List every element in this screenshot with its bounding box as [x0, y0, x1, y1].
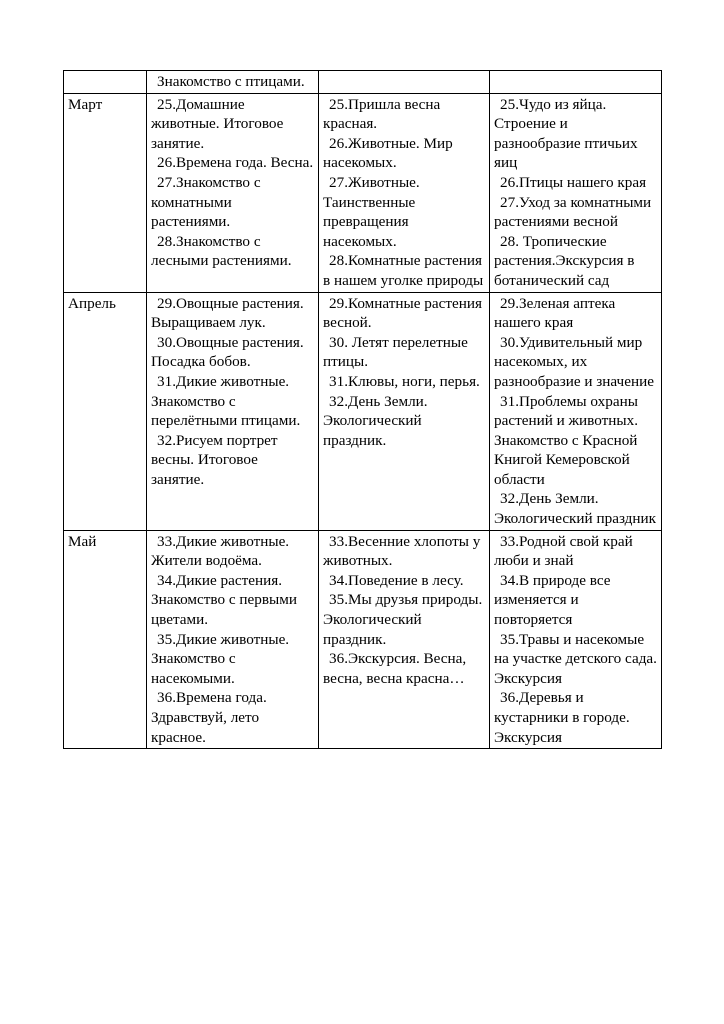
lesson-plan-table [63, 70, 662, 749]
month-cell [64, 71, 147, 94]
lesson-plan-body [64, 71, 662, 749]
table-row [64, 292, 662, 530]
group-1-cell [147, 530, 319, 749]
lesson-item: Знакомство с птицами. [157, 73, 305, 90]
month-label: Апрель [68, 294, 116, 312]
group-2-cell [319, 292, 490, 530]
group-2-cell [319, 530, 490, 749]
month-label: Март [68, 95, 103, 113]
group-2-cell [319, 93, 490, 292]
lesson-item: 36.Времена года. Здравствуй, лето красное. [151, 689, 267, 746]
lesson-item: 33.Весенние хлопоты у животных. [323, 532, 481, 570]
table-row [64, 530, 662, 749]
lesson-item: 25.Домашние животные. Итоговое занятие. [151, 95, 284, 152]
table-row [64, 71, 662, 94]
lesson-item: 32.День Земли. Экологический праздник. [323, 392, 428, 449]
month-label: Май [68, 532, 97, 550]
lesson-item: 31.Проблемы охраны растений и животных. Знакомство с Красной Книгой Кемеровской области [494, 392, 638, 488]
month-cell [64, 292, 147, 530]
lesson-item: 31.Клювы, ноги, перья. [329, 372, 480, 390]
group-3-cell [490, 71, 662, 94]
lesson-item: 35.Мы друзья природы. Экологический праздник. [323, 591, 483, 648]
group-1-cell [147, 93, 319, 292]
lesson-item: 34.Дикие растения. Знакомство с первыми цветами. [151, 571, 297, 629]
table-row [64, 93, 662, 292]
lesson-item: 25.Пришла весна красная. [323, 95, 441, 133]
lesson-item: 26.Животные. Мир насекомых. [323, 134, 453, 172]
lesson-item: 32.Рисуем портрет весны. Итоговое занятие. [151, 431, 278, 488]
group-2-cell [319, 71, 490, 94]
lesson-item: 29.Овощные растения. Выращиваем лук. [151, 294, 304, 332]
lesson-item: 33.Родной свой край люби и знай [494, 532, 633, 570]
lesson-item: 27.Уход за комнатными растениями весной [494, 193, 652, 231]
lesson-item: 34.В природе все изменяется и повторяется [494, 571, 611, 629]
lesson-item: 32.День Земли. Экологический праздник [494, 490, 657, 528]
lesson-item: 36.Экскурсия. Весна, весна, весна красна… [323, 650, 467, 687]
month-cell [64, 530, 147, 749]
group-3-cell [490, 530, 662, 749]
lesson-item: 33.Дикие животные. Жители водоёма. [151, 532, 290, 570]
lesson-item: 34.Поведение в лесу. [329, 571, 464, 589]
group-1-cell [147, 71, 319, 94]
lesson-item: 30.Овощные растения. Посадка бобов. [151, 333, 304, 371]
lesson-item: 27.Знакомство с комнатными растениями. [151, 173, 261, 231]
lesson-item: 30.Удивительный мир насекомых, их разнообразие и значение [494, 333, 654, 390]
lesson-item: 35.Дикие животные. Знакомство с насекомыми. [151, 630, 290, 687]
lesson-item: 29.Комнатные растения весной. [323, 294, 482, 332]
group-3-cell [490, 292, 662, 530]
lesson-item: 35.Травы и насекомые на участке детского сада. Экскурсия [494, 630, 657, 687]
lesson-item: 26.Птицы нашего края [500, 173, 647, 191]
group-1-cell [147, 292, 319, 530]
lesson-item: 28. Тропические растения.Экскурсия в ботанический сад [494, 232, 635, 289]
lesson-item: 26.Времена года. Весна. [157, 154, 314, 172]
lesson-item: 28.Комнатные растения в нашем уголке природы [323, 252, 484, 289]
group-3-cell [490, 93, 662, 292]
lesson-item: 25.Чудо из яйца. Строение и разнообразие птичьих яиц [494, 95, 638, 172]
lesson-item: 30. Летят перелетные птицы. [323, 333, 468, 371]
lesson-item: 29.Зеленая аптека нашего края [494, 294, 616, 332]
lesson-item: 28.Знакомство с лесными растениями. [151, 232, 292, 270]
lesson-item: 31.Дикие животные. Знакомство с перелётными птицами. [151, 372, 301, 430]
lesson-item: 36.Деревья и кустарники в городе. Экскурсия [494, 689, 630, 746]
month-cell [64, 93, 147, 292]
lesson-item: 27.Животные. Таинственные превращения насекомых. [323, 173, 420, 250]
